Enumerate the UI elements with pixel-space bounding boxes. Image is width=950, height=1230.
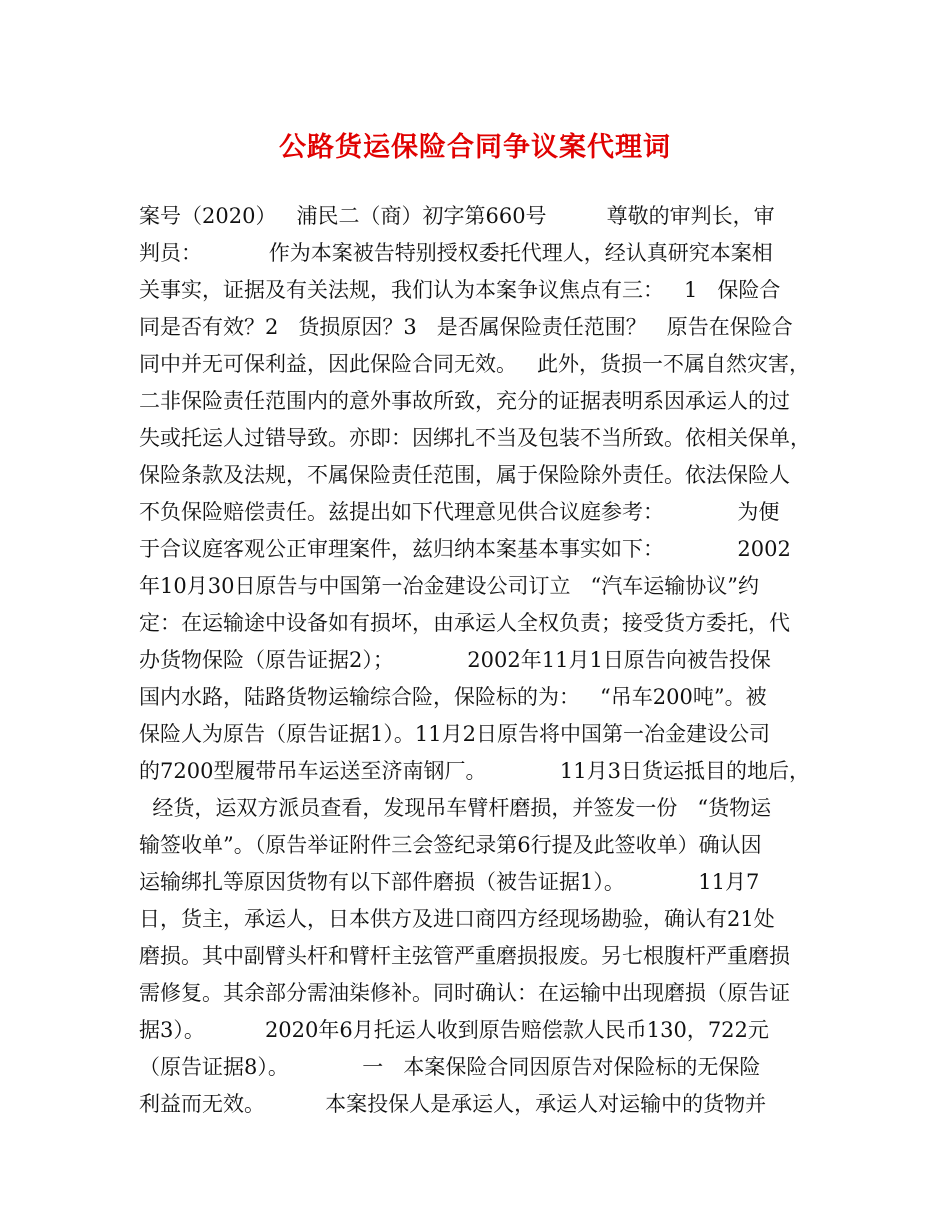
body-line: 输签收单”。（原告举证附件三会签纪录第6行提及此签收单）确认因 [139,833,762,857]
body-line: 案号（2020） 浦民二（商）初字第660号 尊敬的审判长，审 [139,204,775,228]
body-line: 不负保险赔偿责任。兹提出如下代理意见供合议庭参考： 为便 [139,500,780,524]
body-line: 的7200型履带吊车运送至济南钢厂。 11月3日货运抵目的地后， [139,759,810,783]
body-line: 保险人为原告（原告证据1）。11月2日原告将中国第一冶金建设公司 [139,722,770,746]
document-title: 公路货运保险合同争议案代理词 [279,132,671,163]
body-line: 同中并无可保利益，因此保险合同无效。 此外，货损一不属自然灾害， [139,352,811,376]
body-line: 据3）。 2020年6月托运人收到原告赔偿款人民币130，722元 [139,1018,769,1042]
body-line: 于合议庭客观公正审理案件，兹归纳本案基本事实如下： 2002 [139,537,791,561]
body-line: 国内水路，陆路货物运输综合险，保险标的为： “吊车200吨”。被 [139,685,767,709]
body-line: 磨损。其中副臂头杆和臂杆主弦管严重磨损报废。另七根腹杆严重磨损 [139,944,790,968]
body-line: 定：在运输途中设备如有损坏，由承运人全权负责；接受货方委托，代 [139,611,790,635]
body-line: 同是否有效？2 货损原因？3 是否属保险责任范围？ 原告在保险合 [139,315,793,339]
body-line: 失或托运人过错导致。亦即：因绑扎不当及包装不当所致。依相关保单， [139,426,811,450]
body-line: 判员： 作为本案被告特别授权委托代理人，经认真研究本案相 [139,241,773,265]
body-line: 二非保险责任范围内的意外事故所致，充分的证据表明系因承运人的过 [139,389,790,413]
body-line: 办货物保险（原告证据2）； 2002年11月1日原告向被告投保 [139,648,771,672]
body-line: （原告证据8）。 一 本案保险合同因原告对保险标的无保险 [139,1055,761,1079]
document-body [139,198,819,1123]
body-line: 保险条款及法规，不属保险责任范围，属于保险除外责任。依法保险人 [139,463,790,487]
body-line: 年10月30日原告与中国第一冶金建设公司订立 “汽车运输协议”约 [139,574,759,598]
body-line: 利益而无效。 本案投保人是承运人，承运人对运输中的货物并 [139,1092,767,1116]
body-line: 运输绑扎等原因货物有以下部件磨损（被告证据1）。 11月7 [139,870,760,894]
body-line: 需修复。其余部分需油柒修补。同时确认：在运输中出现磨损（原告证 [139,981,790,1005]
body-line: 日，货主，承运人，日本供方及进口商四方经现场勘验，确认有21处 [139,907,775,931]
body-line: 关事实，证据及有关法规，我们认为本案争议焦点有三： 1 保险合 [139,278,781,302]
body-line: 经货，运双方派员查看，发现吊车臂杆磨损，并签发一份 “货物运 [139,796,772,820]
